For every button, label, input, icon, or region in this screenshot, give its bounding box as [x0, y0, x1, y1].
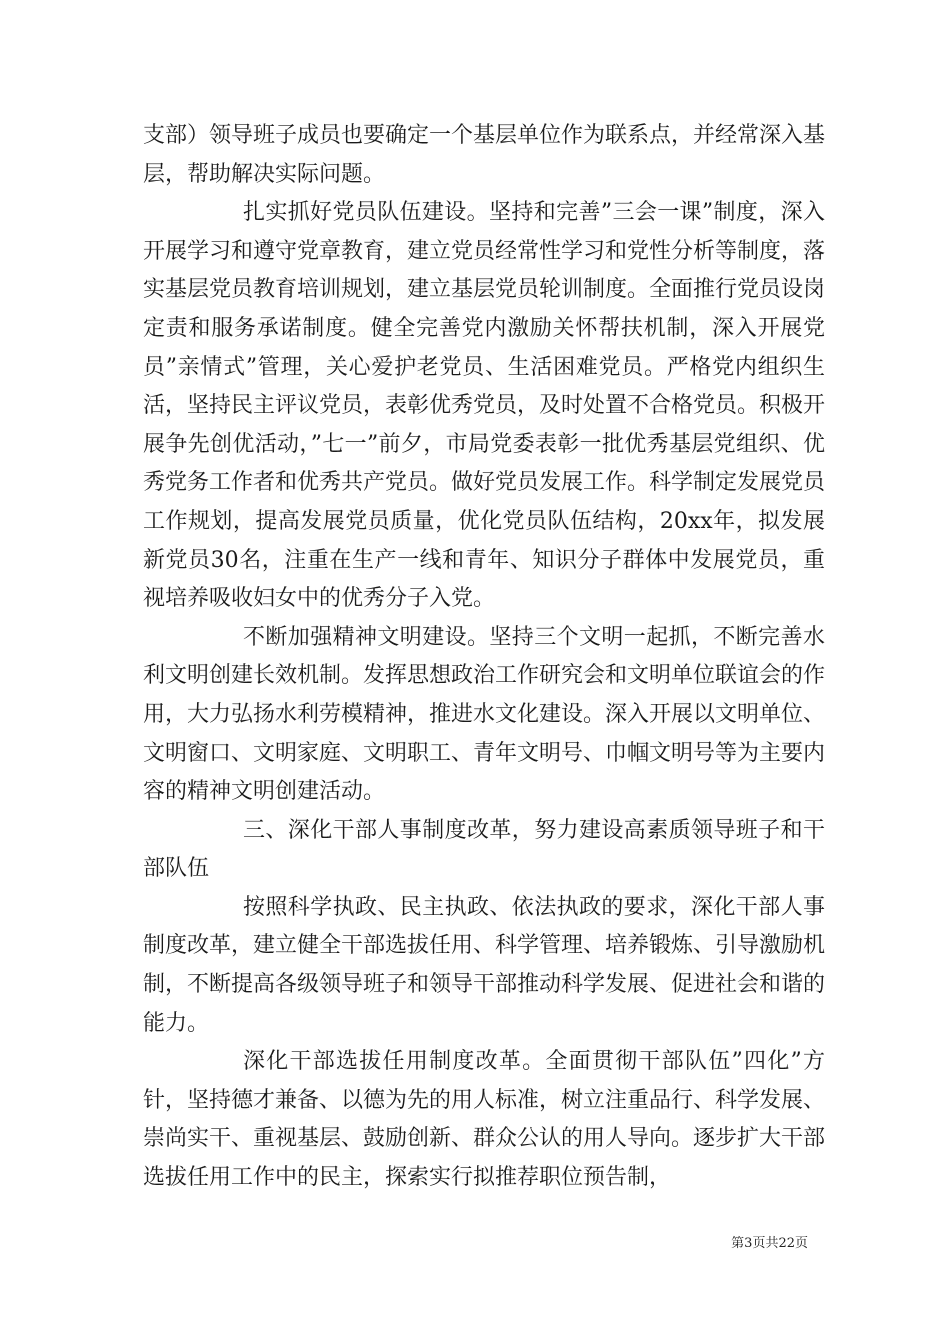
page-number-footer: 第3页共22页: [731, 1236, 808, 1251]
paragraph-cadre-selection: 深化干部选拔任用制度改革。全面贯彻干部队伍”四化”方针，坚持德才兼备、以德为先的用人标准，树立注重品行、科学发展、崇尚实干、重视基层、鼓励创新、群众公认的用人导向。逐步扩大干部选拔任用工作中的民主，探索实行拟推荐职位预告制，: [143, 1049, 826, 1191]
paragraph-cadre-reform-intro: 按照科学执政、民主执政、依法执政的要求，深化干部人事制度改革，建立健全干部选拔任用、科学管理、培养锻炼、引导激励机制，不断提高各级领导班子和领导干部推动科学发展、促进社会和谐的能力。: [143, 894, 826, 1036]
paragraph-spiritual-civilization: 不断加强精神文明建设。坚持三个文明一起抓，不断完善水利文明创建长效机制。发挥思想政治工作研究会和文明单位联谊会的作用，大力弘扬水利劳模精神，推进水文化建设。深入开展以文明单位、文明窗口、文明家庭、文明职工、青年文明号、巾帼文明号等为主要内容的精神文明创建活动。: [143, 624, 826, 805]
paragraph-continuation: 支部）领导班子成员也要确定一个基层单位作为联系点，并经常深入基层，帮助解决实际问题。: [143, 123, 826, 187]
section-heading-cadre-reform: 三、深化干部人事制度改革，努力建设高素质领导班子和干部队伍: [143, 817, 825, 882]
paragraph-party-member-building: 扎实抓好党员队伍建设。坚持和完善”三会一课”制度，深入开展学习和遵守党章教育，建立党员经常性学习和党性分析等制度，落实基层党员教育培训规划，建立基层党员轮训制度。全面推行党员设岗定责和服务承诺制度。健全完善党内激励关怀帮扶机制，深入开展党员”亲情式”管理，关心爱护老党员、生活困难党员。严格党内组织生活，坚持民主评议党员，表彰优秀党员，及时处置不合格党员。积极开展争先创优活动，”七一”前夕，市局党委表彰一批优秀基层党组织、优秀党务工作者和优秀共产党员。做好党员发展工作。科学制定发展党员工作规划，提高发展党员质量，优化党员队伍结构，20xx年，拟发展新党员30名，注重在生产一线和青年、知识分子群体中发展党员，重视培养吸收妇女中的优秀分子入党。: [143, 200, 826, 612]
document-body: [143, 117, 825, 1198]
